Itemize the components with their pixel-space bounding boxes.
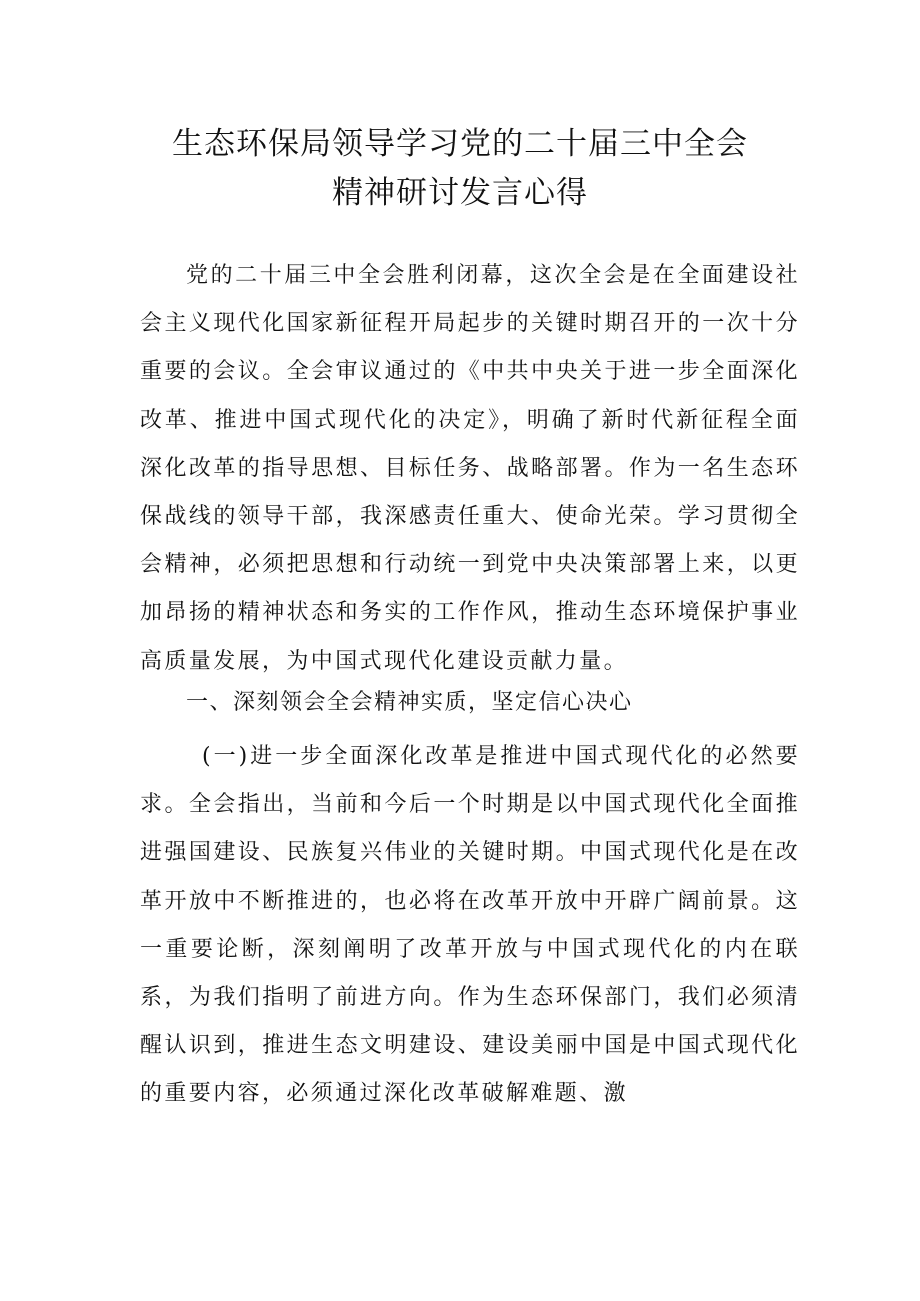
intro-paragraph: 党的二十届三中全会胜利闭幕，这次全会是在全面建设社会主义现代化国家新征程开局起步的关键时期召开的一次十分重要的会议。全会审议通过的《中共中央关于进一步全面深化改革、推进中国式现代化的决定》，明确了新时代新征程全面深化改革的指导思想、目标任务、战略部署。作为一名生态环保战线的领导干部，我深感责任重大、使命光荣。学习贯彻全会精神，必须把思想和行动统一到党中央决策部署上来，以更加昂扬的精神状态和务实的工作作风，推动生态环境保护事业高质量发展，为中国式现代化建设贡献力量。 xyxy=(140,263,800,674)
document-title-line-1: 生态环保局领导学习党的二十届三中全会 xyxy=(172,126,748,162)
section-heading-1: 一、深刻领会全会精神实质，坚定信心决心 xyxy=(186,690,633,715)
section-1-paragraph-1: (一)进一步全面深化改革是推进中国式现代化的必然要求。全会指出，当前和今后一个时期是以中国式现代化全面推进强国建设、民族复兴伟业的关键时期。中国式现代化是在改革开放中不断推进的，也必将在改革开放中开辟广阔前景。这一重要论断，深刻阐明了改革开放与中国式现代化的内在联系，为我们指明了前进方向。作为生态环保部门，我们必须清醒认识到，推进生态文明建设、建设美丽中国是中国式现代化的重要内容，必须通过深化改革破解难题、激 xyxy=(140,744,800,1107)
document-title-line-2: 精神研讨发言心得 xyxy=(332,175,588,211)
